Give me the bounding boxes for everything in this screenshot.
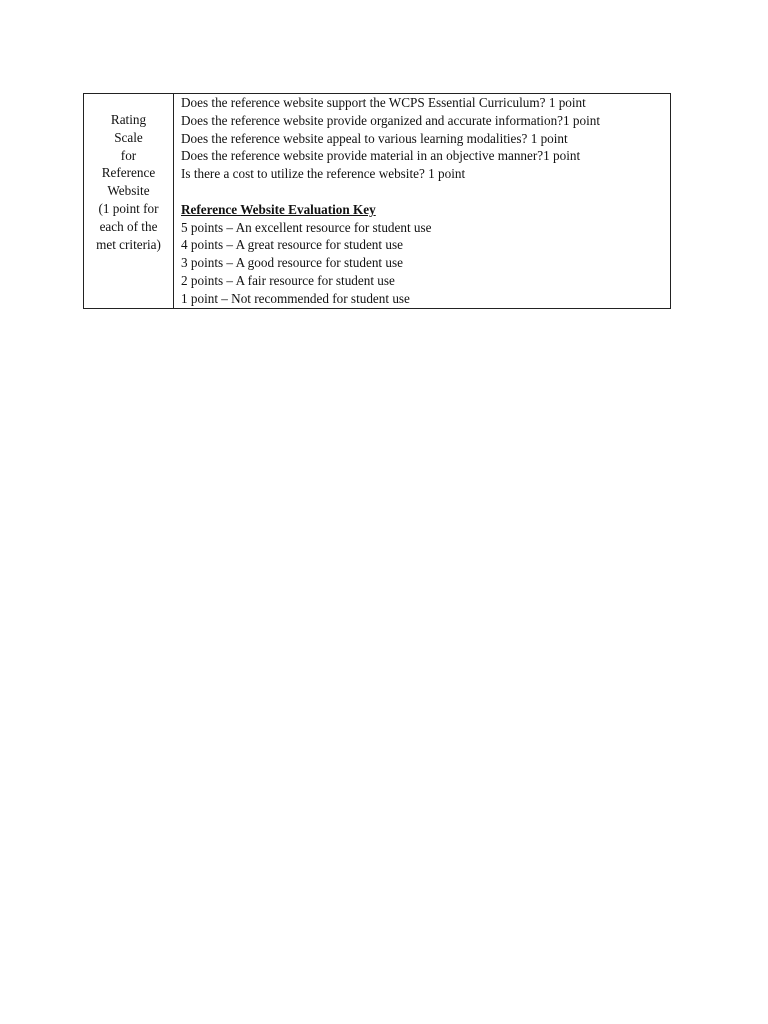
- key-item: 4 points – A great resource for student use: [181, 237, 403, 253]
- evaluation-key-title: Reference Website Evaluation Key: [181, 201, 376, 217]
- label-line: Website: [107, 183, 150, 199]
- criterion-line: Does the reference website provide material in an objective manner?1 point: [181, 148, 581, 164]
- label-line: each of the: [99, 218, 158, 234]
- blank-line: [181, 183, 666, 201]
- key-item: 3 points – A good resource for student use: [181, 255, 403, 271]
- label-line: met criteria): [96, 236, 161, 252]
- key-item: 2 points – A fair resource for student use: [181, 272, 395, 288]
- criterion-line: Does the reference website support the WCPS Essential Curriculum? 1 point: [181, 95, 586, 110]
- criteria-content-cell: [174, 94, 671, 309]
- criterion-line: Does the reference website appeal to various learning modalities? 1 point: [181, 130, 568, 146]
- label-line: Scale: [114, 129, 143, 145]
- rating-scale-table: [83, 93, 671, 309]
- label-line: for: [120, 147, 137, 163]
- label-line: Rating: [110, 112, 147, 127]
- label-line: (1 point for: [98, 200, 159, 216]
- label-line: Reference: [101, 165, 156, 181]
- key-item: 5 points – An excellent resource for student use: [181, 219, 432, 235]
- rating-scale-label-cell: [84, 94, 174, 309]
- criterion-line: Is there a cost to utilize the reference website? 1 point: [181, 166, 466, 182]
- table-row: [84, 94, 671, 309]
- criterion-line: Does the reference website provide organized and accurate information?1 point: [181, 112, 601, 128]
- key-item: 1 point – Not recommended for student use: [181, 290, 410, 306]
